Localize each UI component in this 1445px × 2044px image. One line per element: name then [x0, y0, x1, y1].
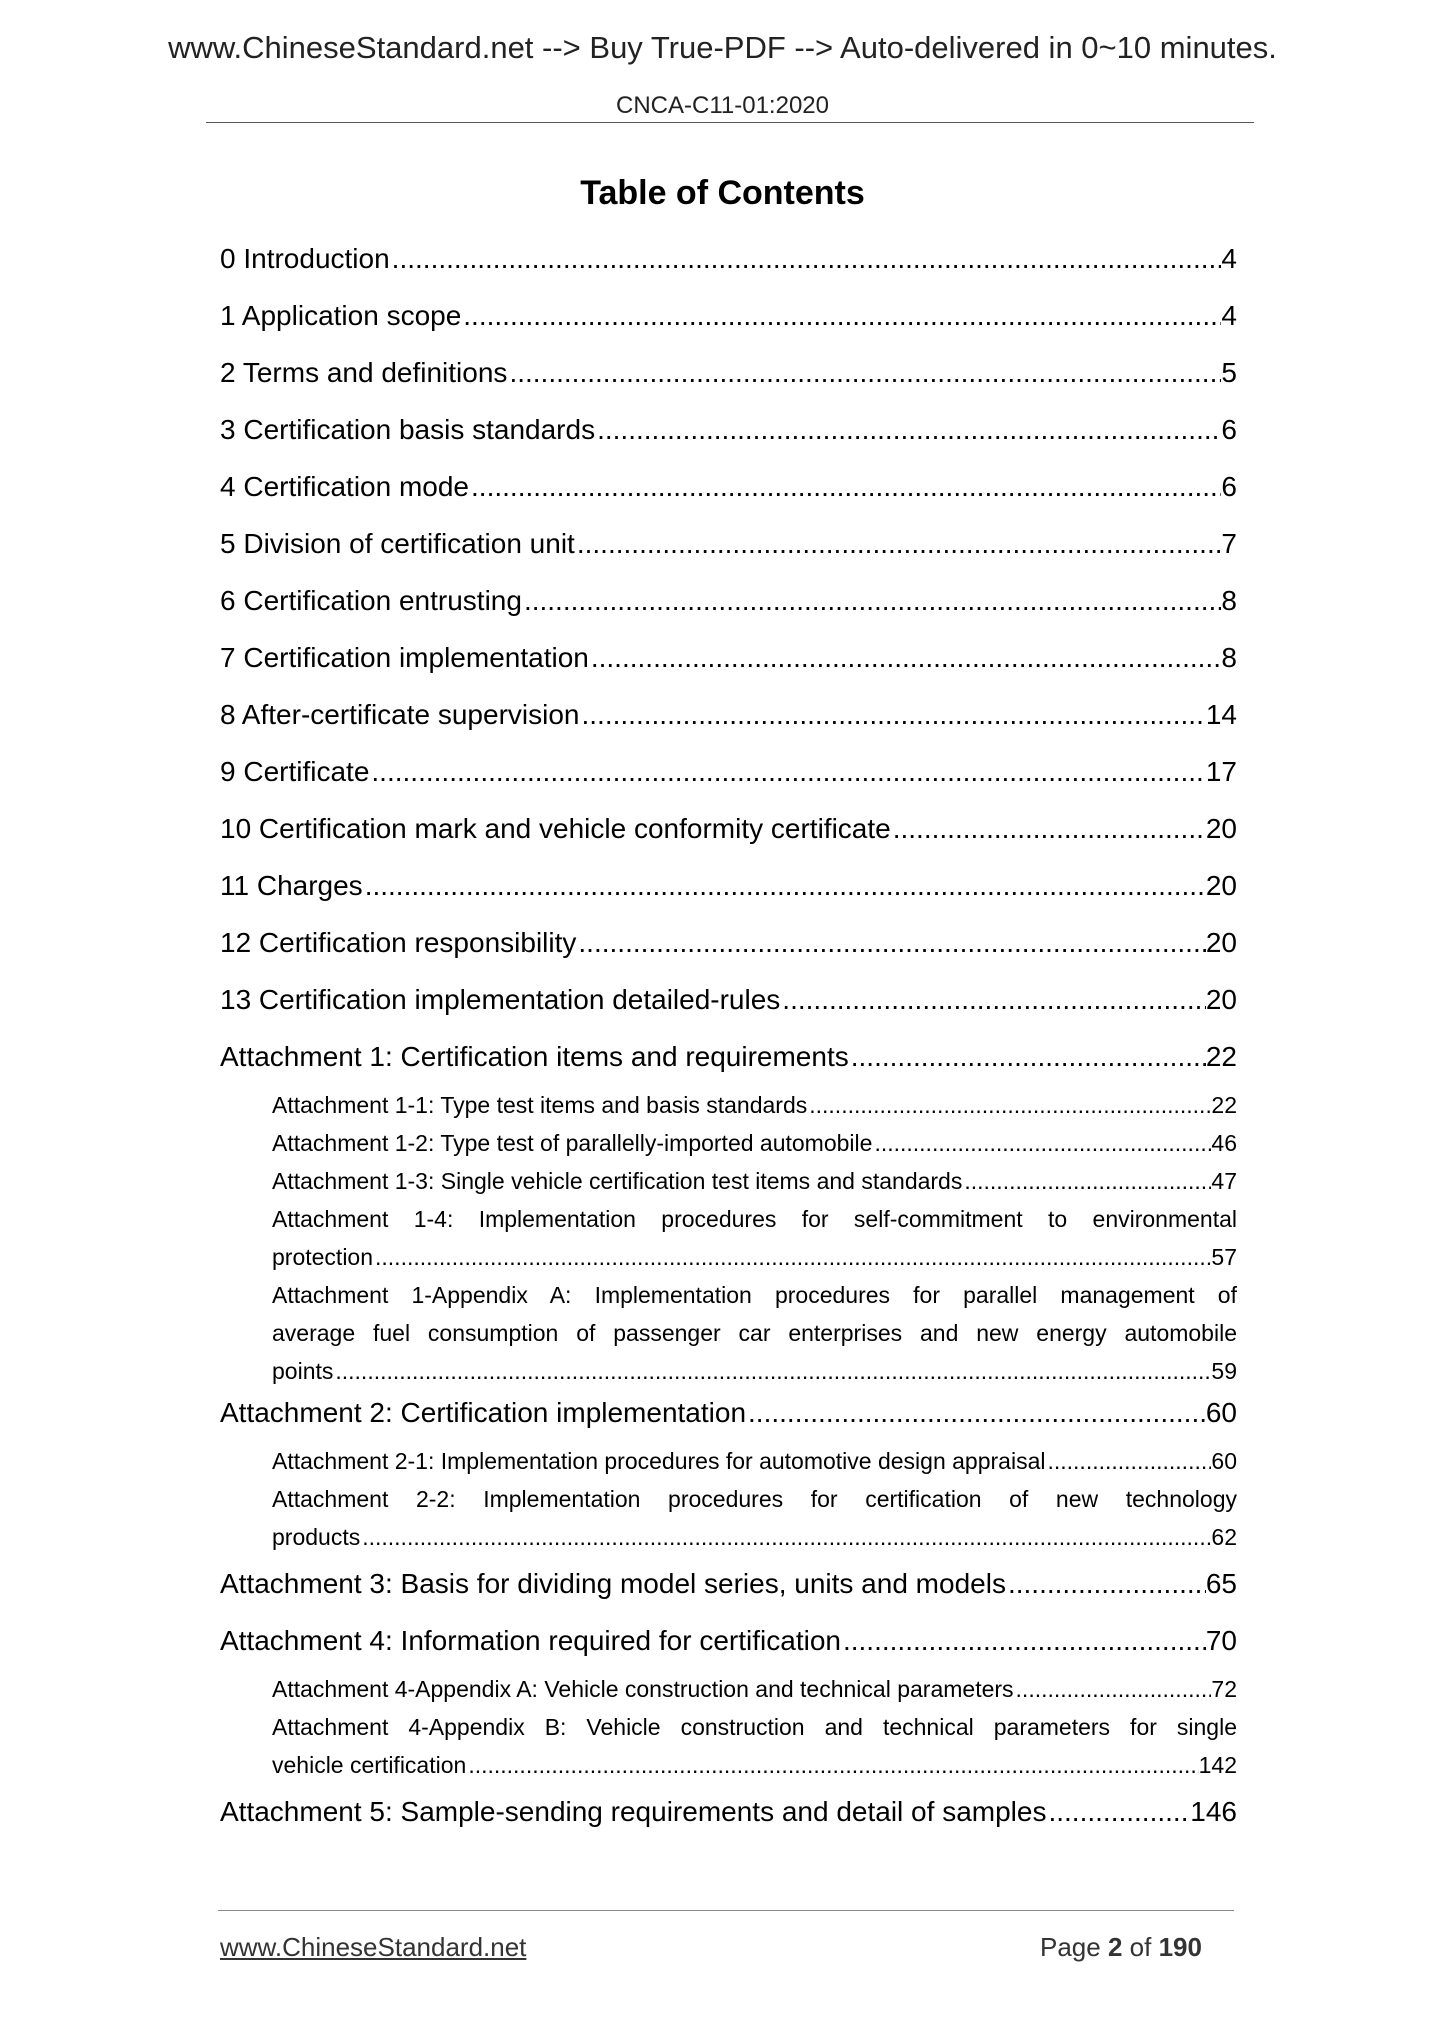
toc-subentry[interactable]: protection ..... 57: [272, 1244, 1237, 1274]
toc-entry[interactable]: Attachment 5: Sample-sending requirements and detail of samples ..... 146: [220, 1796, 1237, 1832]
dot-leader: [807, 1092, 1211, 1119]
toc-entry[interactable]: 13 Certification implementation detailed-rules ..... 20: [220, 984, 1237, 1020]
toc-entry[interactable]: 7 Certification implementation ..... 8: [220, 642, 1237, 678]
toc-entry[interactable]: 4 Certification mode ..... 6: [220, 471, 1237, 507]
toc-entry[interactable]: 8 After-certificate supervision ..... 14: [220, 699, 1237, 735]
toc-entry[interactable]: Attachment 4: Information required for certification ..... 70: [220, 1625, 1237, 1661]
dot-leader: [580, 699, 1206, 731]
dot-leader: [466, 1752, 1198, 1779]
toc-subentry-wrapped-line[interactable]: Attachment 4-Appendix B: Vehicle construction and technical parameters for single: [272, 1714, 1237, 1740]
toc-entry[interactable]: Attachment 2: Certification implementation ..... 60: [220, 1397, 1237, 1433]
dot-leader: [522, 585, 1221, 617]
toc-entry[interactable]: 2 Terms and definitions ..... 5: [220, 357, 1237, 393]
dot-leader: [369, 756, 1205, 788]
toc-entry[interactable]: Attachment 3: Basis for dividing model series, units and models ..... 65: [220, 1568, 1237, 1604]
dot-leader: [746, 1397, 1206, 1429]
footer-rule: [218, 1910, 1234, 1911]
toc-entry[interactable]: 9 Certificate ..... 17: [220, 756, 1237, 792]
dot-leader: [589, 642, 1222, 674]
dot-leader: [780, 984, 1206, 1016]
dot-leader: [872, 1130, 1211, 1157]
footer-page-indicator: [1040, 1932, 1202, 1963]
toc-entry[interactable]: 11 Charges ..... 20: [220, 870, 1237, 906]
page-number: 2: [1107, 1932, 1123, 1962]
dot-leader: [849, 1041, 1206, 1073]
dot-leader: [1045, 1448, 1211, 1475]
toc-subentry-wrapped-line[interactable]: Attachment 1-Appendix A: Implementation procedures for parallel management of: [272, 1282, 1237, 1308]
toc-subentry-wrapped-line[interactable]: Attachment 2-2: Implementation procedures for certification of new technology: [272, 1486, 1237, 1512]
toc-entry[interactable]: 3 Certification basis standards ..... 6: [220, 414, 1237, 450]
toc-entry[interactable]: 0 Introduction ..... 4: [220, 243, 1237, 279]
toc-subentry[interactable]: Attachment 2-1: Implementation procedures for automotive design appraisal ..... 60: [272, 1448, 1237, 1478]
header-banner: www.ChineseStandard.net --> Buy True-PDF --> Auto-delivered in 0~10 minutes.: [168, 30, 1277, 65]
footer-website-link[interactable]: www.ChineseStandard.net: [220, 1932, 527, 1962]
dot-leader: [891, 813, 1206, 845]
dot-leader: [469, 471, 1221, 503]
toc-subentry[interactable]: Attachment 1-2: Type test of parallelly-imported automobile ..... 46: [272, 1130, 1237, 1160]
toc-entry[interactable]: 6 Certification entrusting ..... 8: [220, 585, 1237, 621]
header-rule: [206, 122, 1254, 123]
dot-leader: [595, 414, 1221, 446]
dot-leader: [363, 870, 1206, 902]
toc-entry[interactable]: 10 Certification mark and vehicle conformity certificate ..... 20: [220, 813, 1237, 849]
dot-leader: [390, 243, 1222, 275]
toc-subentry-wrapped-line[interactable]: average fuel consumption of passenger car enterprises and new energy automobile: [272, 1320, 1237, 1346]
dot-leader: [841, 1625, 1206, 1657]
toc-entry[interactable]: Attachment 1: Certification items and requirements ..... 22: [220, 1041, 1237, 1077]
document-code: CNCA-C11-01:2020: [616, 92, 829, 119]
dot-leader: [962, 1168, 1211, 1195]
dot-leader: [461, 300, 1221, 332]
toc-subentry[interactable]: Attachment 4-Appendix A: Vehicle construction and technical parameters ..... 72: [272, 1676, 1237, 1706]
dot-leader: [1014, 1676, 1212, 1703]
dot-leader: [507, 357, 1221, 389]
dot-leader: [1006, 1568, 1206, 1600]
toc-entry[interactable]: 1 Application scope ..... 4: [220, 300, 1237, 336]
page-label: Page: [1040, 1932, 1101, 1962]
dot-leader: [360, 1524, 1211, 1551]
dot-leader: [373, 1244, 1211, 1271]
toc-subentry[interactable]: products ..... 62: [272, 1524, 1237, 1554]
dot-leader: [333, 1358, 1211, 1385]
toc-subentry[interactable]: vehicle certification ..... 142: [272, 1752, 1237, 1782]
of-label: of: [1129, 1932, 1152, 1962]
toc-subentry[interactable]: Attachment 1-1: Type test items and basis standards ..... 22: [272, 1092, 1237, 1122]
toc-subentry[interactable]: Attachment 1-3: Single vehicle certification test items and standards ..... 47: [272, 1168, 1237, 1198]
toc-subentry[interactable]: points ..... 59: [272, 1358, 1237, 1388]
dot-leader: [576, 927, 1205, 959]
toc-subentry-wrapped-line[interactable]: Attachment 1-4: Implementation procedures for self-commitment to environmental: [272, 1206, 1237, 1232]
page-total: 190: [1158, 1932, 1202, 1962]
toc-entry[interactable]: 12 Certification responsibility ..... 20: [220, 927, 1237, 963]
toc-title: Table of Contents: [580, 174, 865, 212]
dot-leader: [575, 528, 1222, 560]
toc-entry[interactable]: 5 Division of certification unit ..... 7: [220, 528, 1237, 564]
dot-leader: [1046, 1796, 1190, 1828]
